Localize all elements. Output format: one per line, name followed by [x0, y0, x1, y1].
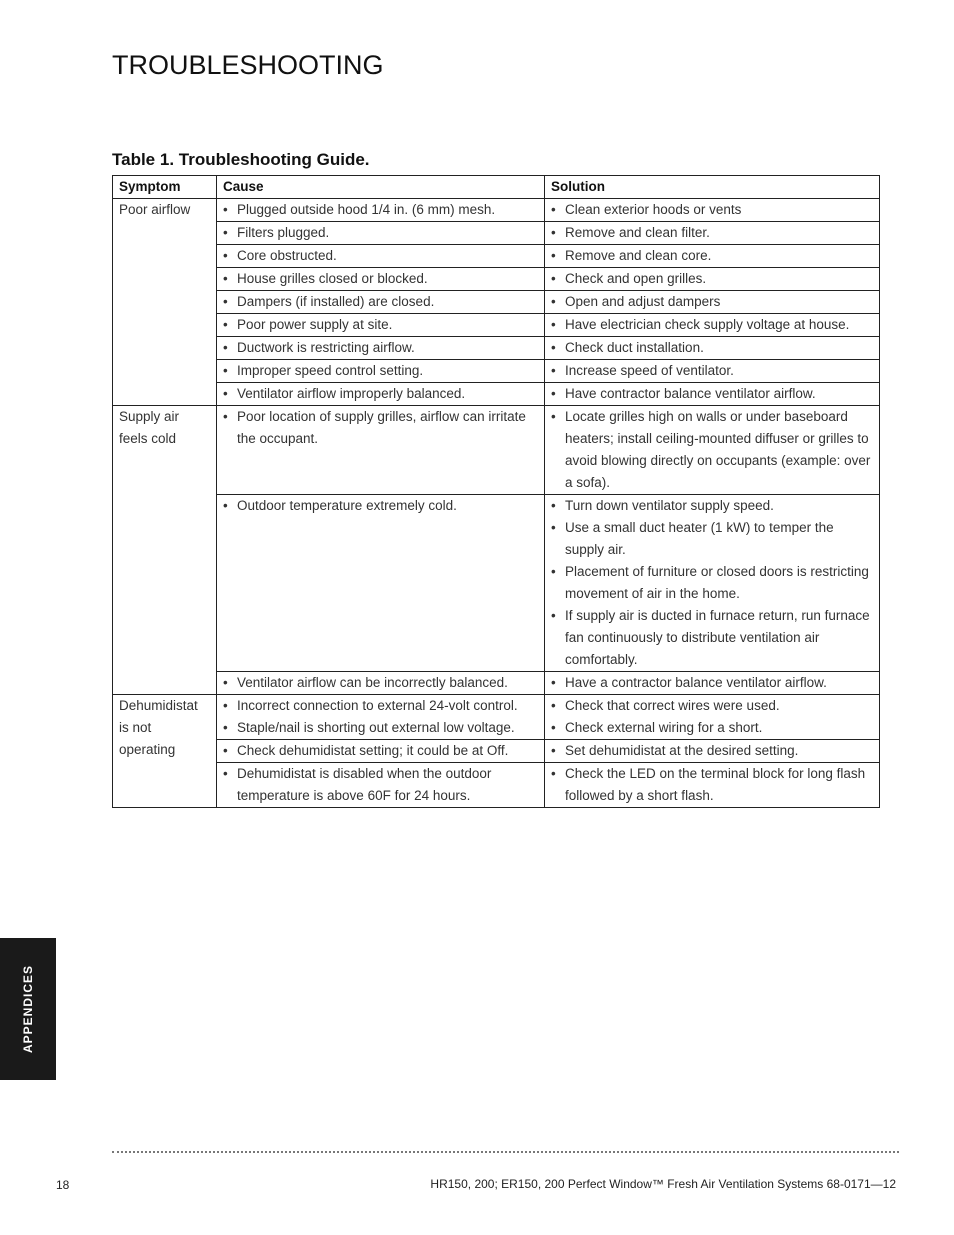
page-title: TROUBLESHOOTING	[112, 50, 384, 80]
cause-cell	[217, 291, 545, 314]
cause-cell	[217, 695, 545, 740]
table-row	[113, 695, 880, 740]
solution-cell	[545, 222, 880, 245]
cause-list	[223, 199, 538, 221]
cause-item: • Dehumidistat is disabled when the outdoor temperature is above 60F for 24 hours.	[223, 763, 538, 807]
table-row	[113, 222, 880, 245]
symptom-cell: Dehumidistat is not operating	[113, 695, 217, 808]
solution-list	[551, 695, 873, 739]
symptom-cell: Supply air feels cold	[113, 406, 217, 695]
cause-list	[223, 495, 538, 517]
cause-list	[223, 360, 538, 382]
solution-item: • Open and adjust dampers	[551, 291, 873, 313]
cause-cell	[217, 337, 545, 360]
cause-item: • Staple/nail is shorting out external low voltage.	[223, 717, 538, 739]
solution-cell	[545, 672, 880, 695]
solution-item: • Remove and clean core.	[551, 245, 873, 267]
footer-divider	[112, 1151, 899, 1153]
cause-item: • Plugged outside hood 1/4 in. (6 mm) mesh.	[223, 199, 538, 221]
cause-item: • Core obstructed.	[223, 245, 538, 267]
solution-item: • Check the LED on the terminal block for long flash followed by a short flash.	[551, 763, 873, 807]
solution-cell	[545, 763, 880, 808]
cause-item: • Outdoor temperature extremely cold.	[223, 495, 538, 517]
cause-cell	[217, 406, 545, 495]
solution-cell	[545, 199, 880, 222]
cause-list	[223, 314, 538, 336]
cause-cell	[217, 763, 545, 808]
cause-cell	[217, 245, 545, 268]
header-symptom: Symptom	[113, 176, 217, 199]
table-row	[113, 495, 880, 672]
cause-cell	[217, 314, 545, 337]
cause-cell	[217, 495, 545, 672]
cause-list	[223, 337, 538, 359]
solution-list	[551, 383, 873, 405]
page-number: 18	[56, 1178, 70, 1192]
solution-item: • Check duct installation.	[551, 337, 873, 359]
cause-item: • House grilles closed or blocked.	[223, 268, 538, 290]
solution-item: • Check and open grilles.	[551, 268, 873, 290]
symptom-cell: Poor airflow	[113, 199, 217, 406]
table-row	[113, 245, 880, 268]
table-row	[113, 672, 880, 695]
solution-list	[551, 360, 873, 382]
table-row	[113, 406, 880, 495]
solution-list	[551, 268, 873, 290]
cause-list	[223, 672, 538, 694]
side-tab-label: APPENDICES	[21, 964, 35, 1054]
cause-cell	[217, 199, 545, 222]
solution-cell	[545, 360, 880, 383]
cause-item: • Poor power supply at site.	[223, 314, 538, 336]
solution-item: • Increase speed of ventilator.	[551, 360, 873, 382]
cause-item: • Filters plugged.	[223, 222, 538, 244]
solution-item: • Check external wiring for a short.	[551, 717, 873, 739]
solution-item: • Placement of furniture or closed doors is restricting movement of air in the home.	[551, 561, 873, 605]
table-row	[113, 383, 880, 406]
solution-item: • Have a contractor balance ventilator airflow.	[551, 672, 873, 694]
cause-list	[223, 383, 538, 405]
table-row	[113, 291, 880, 314]
solution-cell	[545, 268, 880, 291]
cause-list	[223, 406, 538, 450]
solution-list	[551, 314, 873, 336]
solution-cell	[545, 740, 880, 763]
solution-cell	[545, 406, 880, 495]
cause-item: • Dampers (if installed) are closed.	[223, 291, 538, 313]
cause-item: • Check dehumidistat setting; it could be at Off.	[223, 740, 538, 762]
troubleshooting-table	[112, 175, 880, 808]
table-row	[113, 268, 880, 291]
table-header-row	[113, 176, 880, 199]
solution-list	[551, 222, 873, 244]
cause-item: • Ventilator airflow improperly balanced.	[223, 383, 538, 405]
solution-list	[551, 291, 873, 313]
cause-list	[223, 740, 538, 762]
table-row	[113, 337, 880, 360]
section-side-tab	[0, 938, 56, 1080]
cause-list	[223, 245, 538, 267]
table-body	[113, 199, 880, 808]
footer-document-title: HR150, 200; ER150, 200 Perfect Window™ Fresh Air Ventilation Systems 68-0171—12	[430, 1177, 896, 1191]
solution-list	[551, 199, 873, 221]
cause-cell	[217, 360, 545, 383]
cause-item: • Ductwork is restricting airflow.	[223, 337, 538, 359]
cause-cell	[217, 740, 545, 763]
cause-list	[223, 268, 538, 290]
cause-cell	[217, 383, 545, 406]
cause-item: • Poor location of supply grilles, airflow can irritate the occupant.	[223, 406, 538, 450]
solution-cell	[545, 245, 880, 268]
solution-list	[551, 740, 873, 762]
cause-list	[223, 291, 538, 313]
solution-list	[551, 337, 873, 359]
solution-item: • Turn down ventilator supply speed.	[551, 495, 873, 517]
solution-list	[551, 672, 873, 694]
solution-list	[551, 495, 873, 671]
cause-cell	[217, 268, 545, 291]
table-row	[113, 740, 880, 763]
solution-item: • Set dehumidistat at the desired setting.	[551, 740, 873, 762]
solution-cell	[545, 337, 880, 360]
solution-item: • If supply air is ducted in furnace return, run furnace fan continuously to distribute ventilation air comfortably.	[551, 605, 873, 671]
solution-item: • Clean exterior hoods or vents	[551, 199, 873, 221]
cause-cell	[217, 672, 545, 695]
table-row	[113, 763, 880, 808]
cause-cell	[217, 222, 545, 245]
cause-item: • Ventilator airflow can be incorrectly balanced.	[223, 672, 538, 694]
cause-item: • Incorrect connection to external 24-volt control.	[223, 695, 538, 717]
solution-cell	[545, 291, 880, 314]
header-solution: Solution	[545, 176, 880, 199]
solution-cell	[545, 383, 880, 406]
solution-list	[551, 245, 873, 267]
solution-cell	[545, 495, 880, 672]
header-cause: Cause	[217, 176, 545, 199]
cause-item: • Improper speed control setting.	[223, 360, 538, 382]
solution-item: • Check that correct wires were used.	[551, 695, 873, 717]
cause-list	[223, 695, 538, 739]
table-row	[113, 360, 880, 383]
table-caption: Table 1. Troubleshooting Guide.	[112, 150, 370, 169]
cause-list	[223, 763, 538, 807]
solution-item: • Have contractor balance ventilator airflow.	[551, 383, 873, 405]
table-row	[113, 314, 880, 337]
solution-list	[551, 763, 873, 807]
solution-list	[551, 406, 873, 494]
solution-item: • Locate grilles high on walls or under baseboard heaters; install ceiling-mounted diffuser or grilles to avoid blowing directly on occupants (example: over a sofa).	[551, 406, 873, 494]
solution-cell	[545, 695, 880, 740]
cause-list	[223, 222, 538, 244]
solution-item: • Use a small duct heater (1 kW) to temper the supply air.	[551, 517, 873, 561]
table-row	[113, 199, 880, 222]
solution-cell	[545, 314, 880, 337]
solution-item: • Remove and clean filter.	[551, 222, 873, 244]
solution-item: • Have electrician check supply voltage at house.	[551, 314, 873, 336]
